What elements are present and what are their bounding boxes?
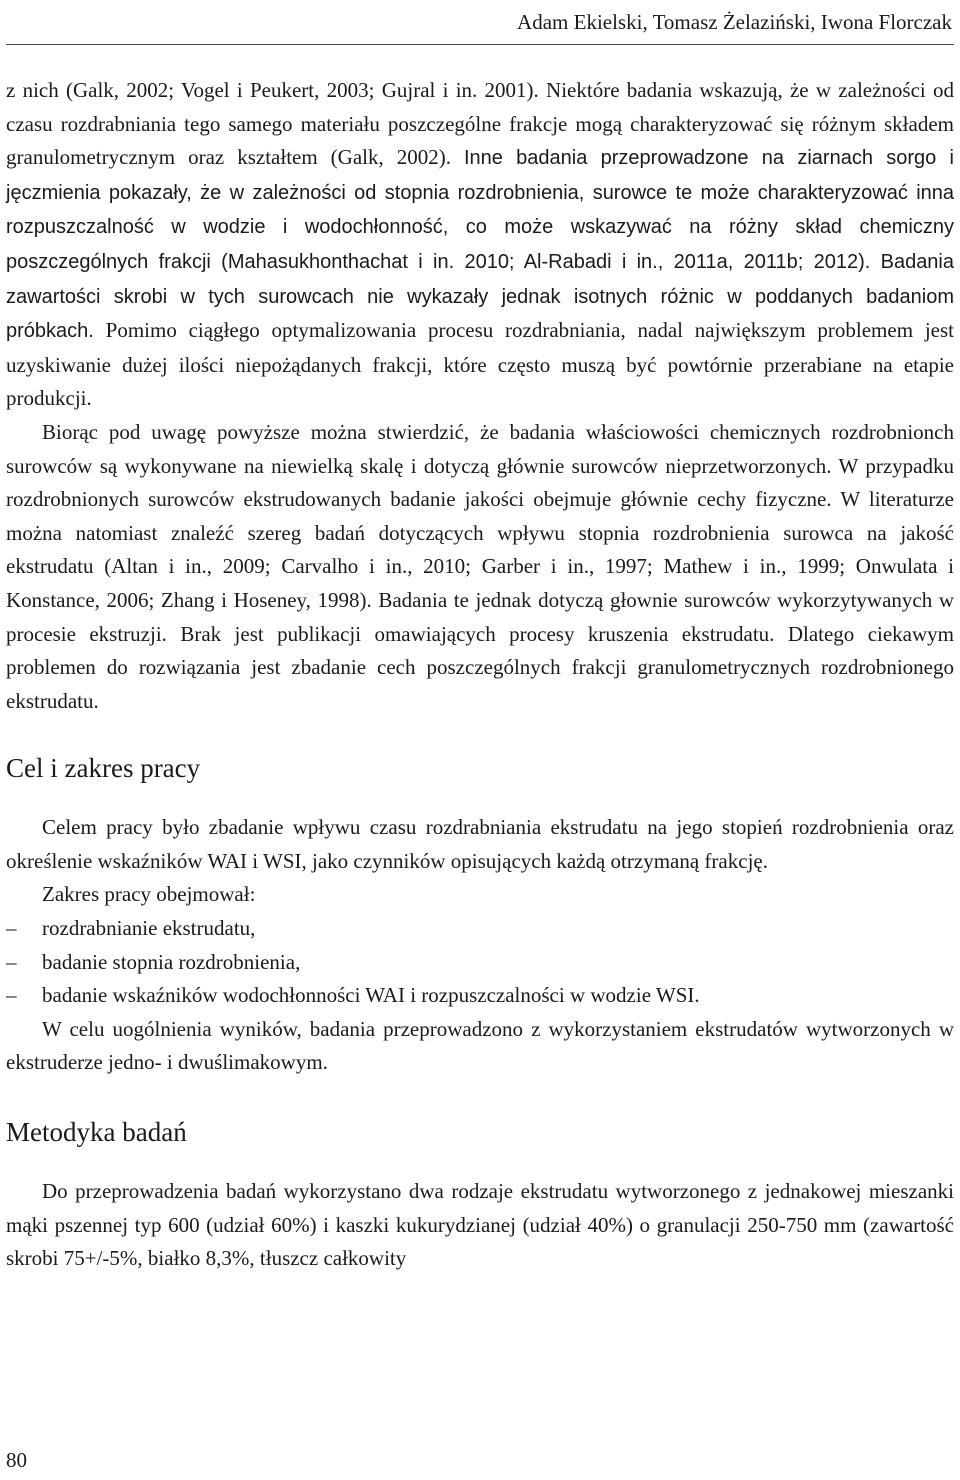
list-item-text: rozdrabnianie ekstrudatu, (42, 916, 256, 941)
intro-paragraph (6, 74, 954, 416)
list-item-text: badanie wskaźników wodochłonności WAI i rozpuszczalności w wodzie WSI. (42, 983, 700, 1008)
section2-paragraph-1: Do przeprowadzenia badań wykorzystano dwa rodzaje ekstrudatu wytworzonego z jednakowej mieszanki mąki pszennej typ 600 (udział 60%) i kaszki kukurydzianej (udział 40%) o granulacji 250-750 mm (zawartość skrobi 75+/-5%, białko 8,3%, tłuszcz całkowity (6, 1179, 954, 1271)
header-authors: Adam Ekielski, Tomasz Żelaziński, Iwona Florczak (517, 10, 952, 34)
list-item (6, 979, 954, 1013)
intro-text-part-3: Pomimo ciągłego optymalizowania procesu rozdrabniania, nadal największym problemem jest uzyskiwanie dużej ilości niepożądanych frakcji, które często muszą być powtórnie przerabiane na etapie produkcji. (6, 318, 954, 411)
list-dash: – (6, 949, 17, 974)
intro-text-part-1: z nich (Galk, 2002; Vogel i Peukert, 2003; Gujral i in. 2001). Niektóre badania wskazują, że w zależności od czasu rozdrabniania tego samego materiału poszczególne frakcje mogą charakteryzować się różnym składem granulometrycznym oraz kształtem (Galk, 2002). (6, 78, 954, 170)
scope-list (6, 912, 954, 1013)
section-heading-metodyka: Metodyka badań (6, 1117, 187, 1148)
section1-paragraph-1: Celem pracy było zbadanie wpływu czasu rozdrabniania ekstrudatu na jego stopień rozdrobnienia oraz określenie wskaźników WAI i WSI, jako czynników opisujących każdą otrzymaną frakcję. (6, 815, 954, 873)
list-item-text: badanie stopnia rozdrobnienia, (42, 949, 301, 974)
body-paragraph-2: Biorąc pod uwagę powyższe można stwierdzić, że badania właściowości chemicznych rozdrobnionch surowców są wykonywane na niewielką skalę i dotyczą głównie surowców nieprzetworzonych. W przypadku rozdrobnionych surowców ekstrudowanych badanie jakości obejmuje głównie cechy fizyczne. W literaturze można natomiast znaleźć szereg badań dotyczących wpływu stopnia rozdrobnienia surowca na jakość ekstrudatu (Altan i in., 2009; Carvalho i in., 2010; Garber i in., 1997; Mathew i in., 1999; Onwulata i Konstance, 2006; Zhang i Hoseney, 1998). Badania te jednak dotyczą głownie surowców wykorzytywanych w procesie ekstruzji. Brak jest publikacji omawiających procesy kruszenia ekstrudatu. Dlatego ciekawym problemen do rozwiązania jest zbadanie cech poszczególnych frakcji granulometrycznych rozdrobnionego ekstrudatu. (6, 419, 954, 713)
running-header (517, 8, 952, 36)
section1-paragraph-3: W celu uogólnienia wyników, badania przeprowadzono z wykorzystaniem ekstrudatów wytworzonych w ekstruderze jedno- i dwuślimakowym. (6, 1016, 954, 1075)
header-rule (6, 44, 954, 45)
list-dash: – (6, 916, 17, 941)
page-number: 80 (6, 1448, 27, 1472)
section-heading-cel: Cel i zakres pracy (6, 753, 201, 784)
list-item (6, 946, 954, 980)
intro-text-part-2: Inne badania przeprowadzone na ziarnach sorgo i jęczmienia pokazały, że w zależności od stopnia rozdrobnienia, surowce te może charakteryzować inna rozpuszczalność w wodzie i wodochłonność, co może wskazywać na różny skład chemiczny poszczególnych frakcji (Mahasukhonthachat i in. 2010; Al-Rabadi i in., 2011a, 2011b; 2012). Badania zawartości skrobi w tych surowcach nie wykazały jednak isotnych różnic w poddanych badaniom próbkach. (6, 147, 954, 343)
list-item (6, 912, 954, 946)
section1-paragraph-2: Zakres pracy obejmował: (42, 882, 256, 907)
list-dash: – (6, 983, 17, 1008)
page-body (6, 74, 954, 1276)
